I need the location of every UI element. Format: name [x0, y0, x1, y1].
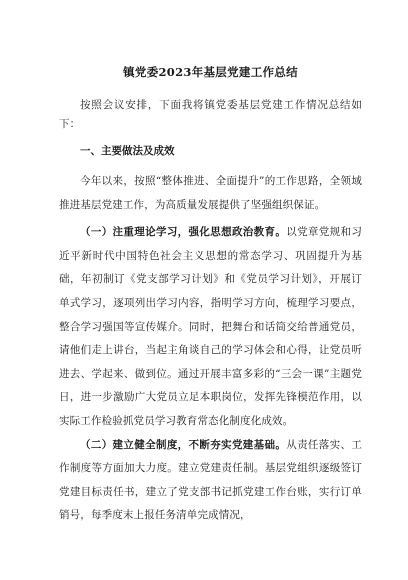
item-body-theory-study: 以党章党规和习近平新时代中国特色社会主义思想的常态学习、巩固提升为基础，年初制订《党支部学习计划》和《党员学习计划》，开展订单式学习，逐项列出学习内容，指明学习方向，梳理学习要点，整合学习强国等宣传媒介。同时，把舞台和话筒交给普通党员，请他们走上讲台，当起主角谈自己的学习体会和心得，让党员听进去、学起来、做到位。通过开展丰富多彩的“三会一课”主题党日，进一步激励广大党员立足本职岗位，发挥先锋模范作用，以实际工作检验抓党员学习教育常态化制度化成效。 [59, 226, 362, 427]
section-heading-main-practices: 一、主要做法及成效 [80, 145, 175, 157]
document-title: 镇党委2023年基层党建工作总结 [123, 65, 298, 79]
item-lead-theory-study: （一）注重理论学习，强化思想政治教育。 [80, 226, 287, 239]
item-paragraph-system-building [59, 434, 362, 528]
intro-paragraph: 按照会议安排，下面我将镇党委基层党建工作情况总结如下： [59, 99, 362, 130]
item-body-system-building: 从责任落实、工作制度等方面加大力度。建立党建责任制。基层党组织逐级签订党建目标责任书，建立了党支部书记抓党建工作台账，实行订单销号，每季度末上报任务清单完成情况， [59, 438, 362, 522]
item-lead-system-building: （二）建立健全制度，不断夯实党建基础。 [80, 438, 287, 451]
item-paragraph-theory-study [59, 221, 362, 433]
section-intro-paragraph: 今年以来，按照“整体推进、全面提升”的工作思路，全领域推进基层党建工作，为高质量发展提供了坚强组织保证。 [59, 175, 362, 211]
